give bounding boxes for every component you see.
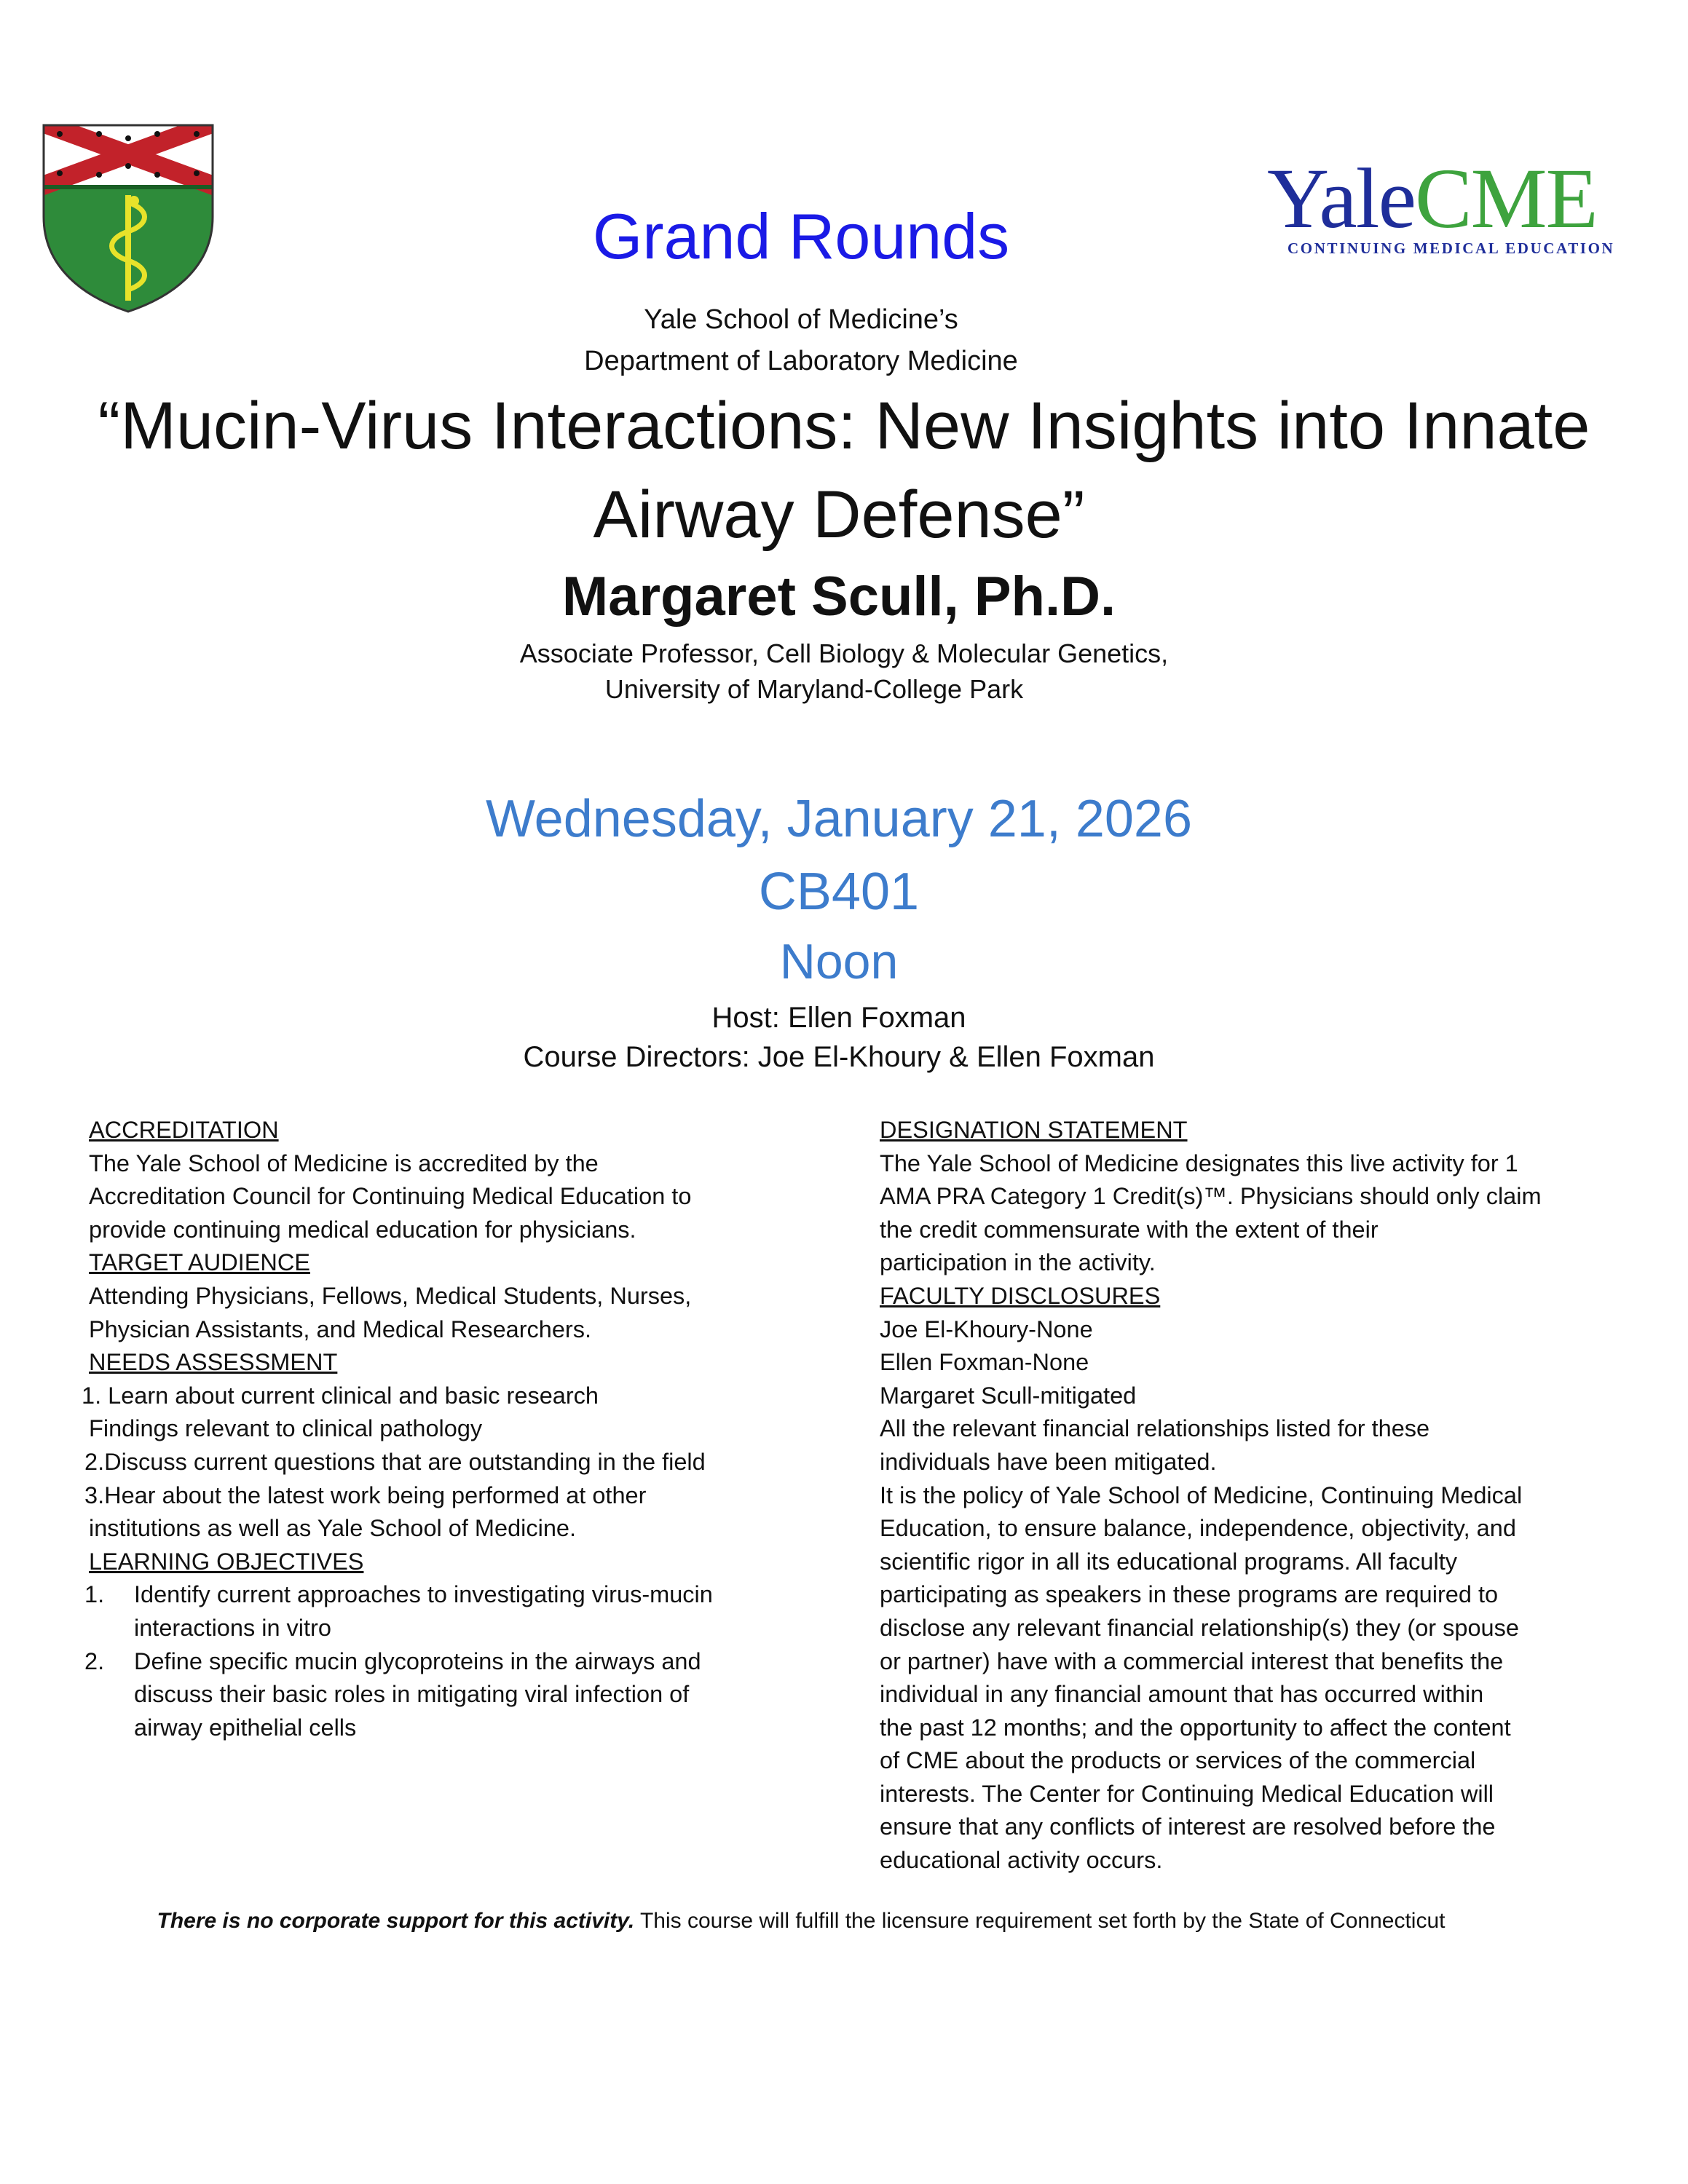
event-type-heading: Grand Rounds [592,200,1010,272]
disclosure-line: Joe El-Khoury-None [880,1315,1093,1342]
policy-line: individual in any financial amount that has occurred within [880,1681,1484,1708]
designation-line: participation in the activity. [880,1249,1156,1276]
speaker-affiliation-line-1: Associate Professor, Cell Biology & Molecular Genetics, [519,638,1169,668]
speaker-name: Margaret Scull, Ph.D. [561,566,1116,628]
designation-line: the credit commensurate with the extent of their [880,1216,1379,1243]
objective-line: airway epithelial cells [134,1714,357,1741]
objective-line: Identify current approaches to investigating virus-mucin [134,1581,713,1608]
needs-assessment-line: 1. Learn about current clinical and basic research [82,1382,599,1409]
logo-cme-text: CME [1414,151,1597,246]
disclosure-line: Margaret Scull-mitigated [880,1382,1137,1409]
accreditation-line: provide continuing medical education for physicians. [89,1216,636,1243]
policy-line: Education, to ensure balance, independence, objectivity, and [880,1515,1516,1542]
policy-line: or partner) have with a commercial interest that benefits the [880,1647,1504,1674]
event-room: CB401 [758,863,920,921]
target-audience-line: Physician Assistants, and Medical Researchers. [89,1315,592,1342]
right-info-column [880,1114,1652,1878]
learning-objective-item [84,1645,839,1745]
policy-line: scientific rigor in all its educational programs. All faculty [880,1548,1457,1575]
needs-assessment-line: 2.Discuss current questions that are outstanding in the field [84,1448,706,1475]
faculty-disclosures-header: FACULTY DISCLOSURES [880,1282,1161,1309]
needs-assessment-line: 3.Hear about the latest work being performed at other [84,1481,647,1508]
needs-assessment-line: institutions as well as Yale School of Medicine. [89,1515,577,1542]
policy-line: educational activity occurs. [880,1847,1163,1874]
needs-assessment-header: NEEDS ASSESSMENT [89,1349,338,1376]
learning-objective-item [84,1578,839,1645]
accreditation-line: The Yale School of Medicine is accredited by the [89,1150,599,1176]
objective-number: 1. [84,1581,105,1608]
policy-line: of CME about the products or services of the commercial [880,1747,1476,1774]
policy-line: disclose any relevant financial relationship(s) they (or spouse [880,1614,1519,1641]
footer-note [0,1909,1602,1934]
target-audience-line: Attending Physicians, Fellows, Medical Students, Nurses, [89,1282,692,1309]
talk-title-line-1: “Mucin-Virus Interactions: New Insights into Innate [98,389,1590,463]
logo-yale-text: Yale [1267,151,1415,246]
event-time: Noon [779,934,899,989]
talk-title-line-2: Airway Defense” [593,478,1085,552]
left-info-column [82,1114,839,1744]
accreditation-line: Accreditation Council for Continuing Medical Education to [89,1183,692,1210]
objective-line: discuss their basic roles in mitigating viral infection of [134,1681,690,1708]
logo-subtitle: CONTINUING MEDICAL EDUCATION [1287,240,1615,257]
objective-line: Define specific mucin glycoproteins in the airways and [134,1647,701,1674]
disclosure-line: Ellen Foxman-None [880,1349,1089,1376]
designation-line: The Yale School of Medicine designates this live activity for 1 [880,1150,1518,1176]
course-directors: Course Directors: Joe El-Khoury & Ellen Foxman [523,1041,1155,1073]
policy-line: participating as speakers in these programs are required to [880,1581,1499,1608]
target-audience-header: TARGET AUDIENCE [89,1249,310,1276]
disclosure-line: All the relevant financial relationships listed for these [880,1415,1430,1442]
accreditation-header: ACCREDITATION [89,1117,279,1143]
footer-bold-note: There is no corporate support for this activity. [157,1909,635,1933]
needs-assessment-line: Findings relevant to clinical pathology [89,1415,483,1442]
learning-objectives-header: LEARNING OBJECTIVES [89,1548,364,1575]
department-name: Department of Laboratory Medicine [584,346,1018,376]
policy-line: It is the policy of Yale School of Medicine, Continuing Medical [880,1481,1523,1508]
event-date: Wednesday, January 21, 2026 [486,790,1192,848]
footer-licensure-note: This course will fulfill the licensure requirement set forth by the State of Connecticut [634,1909,1446,1933]
objective-line: interactions in vitro [134,1614,331,1641]
objective-number: 2. [84,1647,105,1674]
designation-statement-header: DESIGNATION STATEMENT [880,1117,1188,1143]
policy-line: the past 12 months; and the opportunity to affect the content [880,1714,1511,1741]
disclosure-line: individuals have been mitigated. [880,1448,1217,1475]
event-host: Host: Ellen Foxman [711,1002,966,1034]
policy-line: ensure that any conflicts of interest are resolved before the [880,1813,1496,1840]
speaker-affiliation-line-2: University of Maryland-College Park [604,674,1024,704]
school-name: Yale School of Medicine’s [644,304,958,335]
policy-line: interests. The Center for Continuing Medical Education will [880,1780,1494,1807]
designation-line: AMA PRA Category 1 Credit(s)™. Physicians should only claim [880,1183,1542,1210]
